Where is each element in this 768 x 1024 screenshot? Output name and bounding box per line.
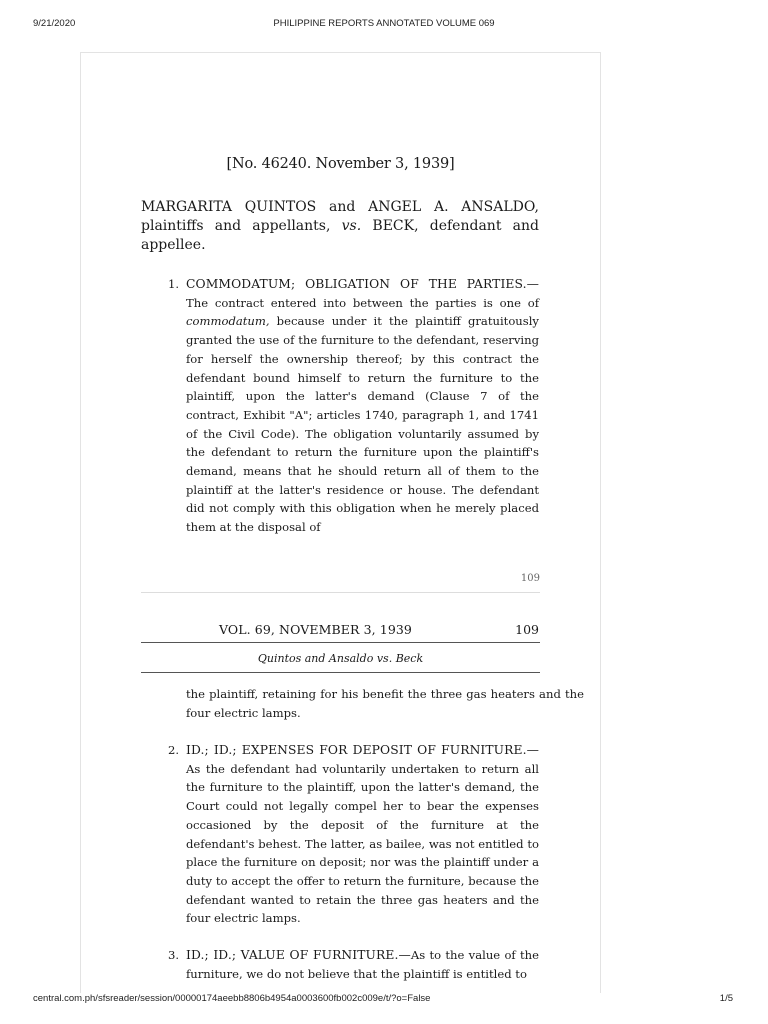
case-parties [141,198,539,255]
print-page-count: 1/5 [719,993,733,1004]
case-number-date: [No. 46240. November 3, 1939] [226,156,455,172]
page-divider [141,592,540,593]
page-number: 109 [520,573,540,584]
syllabus-italic-term: commodatum, [186,314,270,329]
syllabus-item-3 [141,946,539,983]
syllabus-number: 2. [168,743,180,757]
document-page [80,52,601,993]
syllabus-text: because under it the plaintiff gratuitously granted the use of the furniture to the defendant, reserving for herself the ownership thereof; by this contract the defendant bound himself to return the furniture to the plaintiff, upon the latter's demand (Clause 7 of the contract, Exhibit "A"; articles 1740, paragraph 1, and 1741 of the Civil Code). The obligation voluntarily assumed by the defendant to return the furniture upon the plaintiff's demand, means that he should return all of them to the plaintiff at the latter's residence or house. The defendant did not comply with this obligation when he merely placed them at the disposal of [186,314,539,535]
print-footer [0,993,768,1007]
syllabus-heading: COMMODATUM; OBLIGATION OF THE PARTIES.— [186,277,539,291]
syllabus-heading: ID.; ID.; VALUE OF FURNITURE.— [186,948,411,962]
syllabus-number: 1. [168,277,180,291]
running-head-title: Quintos and Ansaldo vs. Beck [141,648,540,673]
parties-text-2: BECK, defendant and appellee. [141,218,539,253]
parties-text-1: MARGARITA QUINTOS and ANGEL A. ANSALDO, plaintiffs and appellants, [141,199,539,234]
syllabus-text: As the defendant had voluntarily undertaken to return all the furniture to the plaintiff, upon the latter's demand, the Court could not legally compel her to bear the expenses occasioned by the deposit of the furniture at the defendant's behest. The latter, as bailee, was not entitled to place the furniture on deposit; nor was the plaintiff under a duty to accept the offer to return the furniture, because the defendant wanted to retain the three gas heaters and the four electric lamps. [186,761,539,926]
print-header [0,18,768,32]
print-title: PHILIPPINE REPORTS ANNOTATED VOLUME 069 [273,18,495,29]
syllabus-item-2 [141,741,539,928]
running-head-volume: VOL. 69, NOVEMBER 3, 1939 [219,622,412,637]
continuation-text: the plaintiff, retaining for his benefit the three gas heaters and the four electric lamps. [186,687,584,720]
syllabus-text: As to the value of the furniture, we do not believe that the plaintiff is entitled to [186,948,539,981]
syllabus-item-1 [141,275,539,537]
running-head [141,620,540,643]
parties-vs: vs. [341,218,362,234]
running-head-page: 109 [515,622,539,637]
print-url: central.com.ph/sfsreader/session/00000174aeebb8806b4954a0003600fb002c009e/t/?o=False [33,993,431,1004]
syllabus-number: 3. [168,948,180,962]
syllabus-heading: ID.; ID.; EXPENSES FOR DEPOSIT OF FURNITURE.— [186,743,539,757]
syllabus-text: The contract entered into between the parties is one of [186,295,539,310]
print-date: 9/21/2020 [33,18,76,29]
